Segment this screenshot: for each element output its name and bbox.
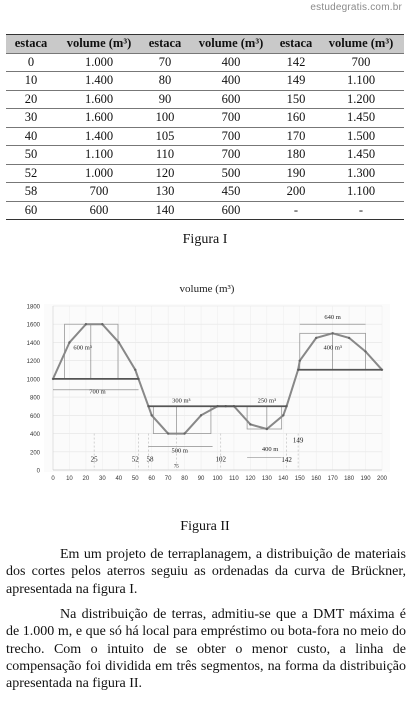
header-estaca: estaca — [6, 35, 56, 54]
x-tick-label: 190 — [360, 476, 371, 482]
volume-cell: 700 — [56, 183, 142, 202]
y-tick-label: 400 — [29, 432, 40, 439]
estaca-cell: 52 — [6, 164, 56, 183]
curve-point — [151, 414, 153, 416]
estaca-cell: 0 — [6, 53, 56, 72]
estaca-cell: 150 — [274, 90, 318, 109]
volume-cell: 700 — [188, 127, 274, 146]
volume-cell: 1.500 — [318, 127, 404, 146]
volume-cell: 1.100 — [318, 183, 404, 202]
table-row — [6, 164, 404, 183]
x-tick-label: 160 — [311, 476, 322, 482]
curve-point — [282, 414, 284, 416]
x-tick-label: 20 — [82, 476, 90, 482]
estaca-cell: 180 — [274, 146, 318, 165]
table-row — [6, 53, 404, 72]
estaca-cell: 160 — [274, 109, 318, 128]
volume-cell: 700 — [188, 109, 274, 128]
estaca-cell: 50 — [6, 146, 56, 165]
station-label: 102 — [215, 455, 227, 464]
dimension-annotation: 250 m³ — [257, 397, 277, 405]
curve-point — [200, 414, 202, 416]
bruckner-chart — [0, 275, 410, 485]
estaca-cell: 100 — [142, 109, 188, 128]
estaca-cell: 142 — [274, 53, 318, 72]
y-tick-label: 1800 — [26, 304, 40, 311]
station-label: 75 — [173, 464, 179, 470]
table-row — [6, 109, 404, 128]
volume-cell: 1.200 — [318, 90, 404, 109]
volume-cell: 1.450 — [318, 109, 404, 128]
volume-cell: - — [318, 201, 404, 220]
station-label: 149 — [292, 436, 304, 445]
x-tick-label: 50 — [131, 476, 139, 482]
volume-cell: 1.300 — [318, 164, 404, 183]
watermark: estudegratis.com.br — [310, 2, 402, 13]
header-estaca: estaca — [142, 35, 188, 54]
y-tick-label: 1200 — [26, 359, 40, 366]
x-tick-label: 140 — [278, 476, 289, 482]
estaca-cell: 10 — [6, 72, 56, 91]
dimension-annotation: 600 m³ — [73, 344, 92, 352]
curve-point — [85, 323, 87, 325]
x-tick-label: 100 — [212, 476, 223, 482]
curve-point — [266, 428, 268, 430]
dimension-annotation: 400 m³ — [323, 344, 342, 352]
curve-point — [101, 323, 103, 325]
volume-cell: 700 — [188, 146, 274, 165]
station-label: 52 — [131, 455, 139, 464]
station-label: 25 — [90, 455, 98, 464]
volume-cell: 700 — [318, 53, 404, 72]
estaca-cell: 105 — [142, 127, 188, 146]
x-tick-label: 40 — [115, 476, 123, 482]
table-row — [6, 127, 404, 146]
y-tick-label: 800 — [29, 395, 40, 402]
volume-cell: 400 — [188, 53, 274, 72]
estaca-cell: 30 — [6, 109, 56, 128]
curve-point — [167, 432, 169, 434]
estaca-cell: - — [274, 201, 318, 220]
paragraph-1: Em um projeto de terraplanagem, a distribuição de materiais dos cortes pelos aterros seguiu as ordenadas da curva de Brückner, apresentada na figura I. — [6, 547, 406, 597]
x-tick-label: 0 — [51, 476, 55, 482]
chart-title: volume (m³) — [179, 283, 235, 295]
volume-cell: 1.100 — [318, 72, 404, 91]
curve-point — [183, 432, 185, 434]
estaca-cell: 130 — [142, 183, 188, 202]
x-tick-label: 30 — [99, 476, 106, 482]
estaca-cell: 40 — [6, 127, 56, 146]
x-tick-label: 150 — [294, 476, 305, 482]
volume-cell: 600 — [188, 201, 274, 220]
x-tick-label: 80 — [181, 476, 188, 482]
x-tick-label: 120 — [245, 476, 256, 482]
table-row — [6, 146, 404, 165]
table-row — [6, 183, 404, 202]
volume-cell: 1.100 — [56, 146, 142, 165]
dimension-annotation: 640 m — [324, 313, 341, 321]
x-tick-label: 130 — [261, 476, 272, 482]
volume-cell: 450 — [188, 183, 274, 202]
volume-cell: 1.450 — [318, 146, 404, 165]
volume-cell: 600 — [56, 201, 142, 220]
volume-cell: 600 — [188, 90, 274, 109]
x-tick-label: 10 — [66, 476, 73, 482]
volume-cell: 400 — [188, 72, 274, 91]
estaca-cell: 190 — [274, 164, 318, 183]
x-tick-label: 110 — [229, 476, 239, 482]
header-volume: volume (m³) — [56, 35, 142, 54]
dimension-annotation: 500 m — [171, 447, 188, 455]
x-tick-label: 90 — [197, 476, 205, 482]
paragraph-2: Na distribuição de terras, admitiu-se que a DMT máxima é de 1.000 m, e que só há local para empréstimo ou bota-fora no meio do trecho. Com o intuito de se obter o menor custo, a linha de compensação foi dividida em três segmentos, na forma da distribuição apresentada na figura II. — [6, 607, 406, 692]
curve-point — [118, 341, 120, 343]
y-tick-label: 0 — [36, 468, 40, 475]
volume-cell: 1.000 — [56, 164, 142, 183]
curve-point — [331, 332, 333, 334]
figure-1-caption: Figura I — [182, 232, 228, 247]
estaca-cell: 120 — [142, 164, 188, 183]
volume-cell: 500 — [188, 164, 274, 183]
y-tick-label: 1600 — [26, 322, 40, 329]
estaca-cell: 80 — [142, 72, 188, 91]
curve-point — [68, 341, 70, 343]
station-label: 58 — [146, 455, 154, 464]
table-row — [6, 72, 404, 91]
table-header-row — [6, 35, 404, 54]
curve-point — [315, 337, 317, 339]
y-tick-label: 1400 — [26, 340, 40, 347]
header-estaca: estaca — [274, 35, 318, 54]
estaca-cell: 58 — [6, 183, 56, 202]
estaca-cell: 140 — [142, 201, 188, 220]
x-tick-label: 180 — [344, 476, 355, 482]
volume-cell: 1.000 — [56, 53, 142, 72]
curve-point — [134, 369, 136, 371]
curve-point — [299, 359, 301, 361]
dimension-annotation: 300 m³ — [172, 397, 191, 405]
header-volume: volume (m³) — [318, 35, 404, 54]
estaca-cell: 200 — [274, 183, 318, 202]
curve-point — [364, 350, 366, 352]
y-tick-label: 600 — [29, 413, 40, 420]
table-row — [6, 201, 404, 220]
station-label: 142 — [281, 455, 292, 464]
volume-cell: 1.600 — [56, 109, 142, 128]
estaca-cell: 90 — [142, 90, 188, 109]
volume-cell: 1.600 — [56, 90, 142, 109]
header-volume: volume (m³) — [188, 35, 274, 54]
volume-cell: 1.400 — [56, 127, 142, 146]
estaca-cell: 70 — [142, 53, 188, 72]
x-tick-label: 70 — [164, 476, 172, 482]
estaca-cell: 170 — [274, 127, 318, 146]
estaca-cell: 110 — [142, 146, 188, 165]
figure-2-caption: Figura II — [180, 519, 230, 534]
x-tick-label: 200 — [376, 476, 388, 482]
x-tick-label: 60 — [148, 476, 156, 482]
table-row — [6, 90, 404, 109]
estaca-cell: 20 — [6, 90, 56, 109]
curve-point — [249, 423, 251, 425]
estaca-cell: 149 — [274, 72, 318, 91]
dimension-annotation: 400 m — [261, 445, 279, 453]
volume-cell: 1.400 — [56, 72, 142, 91]
volume-table — [6, 34, 404, 220]
curve-point — [348, 337, 350, 339]
estaca-cell: 60 — [6, 201, 56, 220]
y-tick-label: 1000 — [26, 377, 40, 384]
x-tick-label: 170 — [327, 476, 338, 482]
dimension-annotation: 700 m — [89, 388, 106, 396]
y-tick-label: 200 — [29, 450, 40, 457]
